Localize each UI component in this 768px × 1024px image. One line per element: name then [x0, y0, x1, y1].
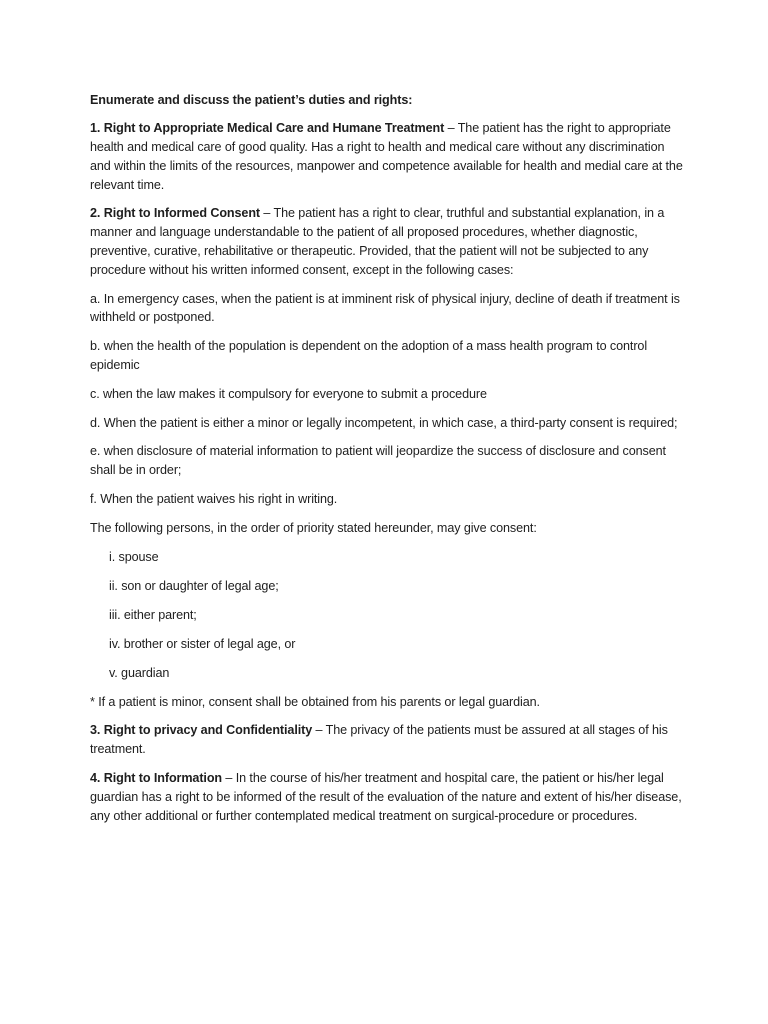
consent-person-child: ii. son or daughter of legal age; [109, 578, 279, 593]
right-2-heading: 2. Right to Informed Consent [90, 206, 261, 221]
right-3-text: – The privacy of the patients must be assured at all stages of his treatment. [90, 723, 668, 757]
consent-person-spouse: i. spouse [109, 549, 159, 564]
right-1-heading: 1. Right to Appropriate Medical Care and Humane Treatment [90, 121, 445, 136]
case-a: a. In emergency cases, when the patient is at imminent risk of physical injury, decline of death if treatment is withheld or postponed. [90, 291, 680, 325]
case-b: b. when the health of the population is dependent on the adoption of a mass health program to control epidemic [90, 339, 648, 373]
right-3-paragraph [90, 721, 686, 759]
right-4-heading: 4. Right to Information [90, 770, 223, 785]
right-3-heading: 3. Right to privacy and Confidentiality [90, 723, 313, 738]
minor-consent-note: * If a patient is minor, consent shall be obtained from his parents or legal guardian. [90, 694, 540, 709]
right-4-paragraph [90, 769, 686, 825]
consent-person-parent: iii. either parent; [109, 607, 197, 622]
case-f: f. When the patient waives his right in writing. [90, 492, 338, 507]
case-e: e. when disclosure of material information to patient will jeopardize the success of disclosure and consent shall be in order; [90, 444, 666, 478]
document-title: Enumerate and discuss the patient’s duties and rights: [90, 93, 413, 107]
consent-intro: The following persons, in the order of priority stated hereunder, may give consent: [90, 520, 537, 535]
right-4-text: – In the course of his/her treatment and hospital care, the patient or his/her legal guardian has a right to be informed of the result of the evaluation of the nature and extent of his/her disease, any other additional or further contemplated medical treatment on surgical-procedure or procedures. [90, 770, 682, 823]
right-1-paragraph [90, 119, 686, 194]
case-d: d. When the patient is either a minor or legally incompetent, in which case, a third-party consent is required; [90, 415, 678, 430]
case-c: c. when the law makes it compulsory for everyone to submit a procedure [90, 386, 487, 401]
consent-person-sibling: iv. brother or sister of legal age, or [109, 636, 296, 651]
right-2-paragraph [90, 204, 686, 279]
consent-person-guardian: v. guardian [109, 665, 170, 680]
right-2-text: – The patient has a right to clear, truthful and substantial explanation, in a manner and language understandable to the patient of all proposed procedures, whether diagnostic, preventive, curative, rehabilitative or therapeutic. Provided, that the patient will not be subjected to any procedure without his written informed consent, except in the following cases: [90, 206, 665, 277]
right-1-text: – The patient has the right to appropriate health and medical care of good quality. Has a right to health and medical care without any discrimination and within the limits of the resources, manpower and competence available for health and medial care at the relevant time. [90, 121, 683, 192]
